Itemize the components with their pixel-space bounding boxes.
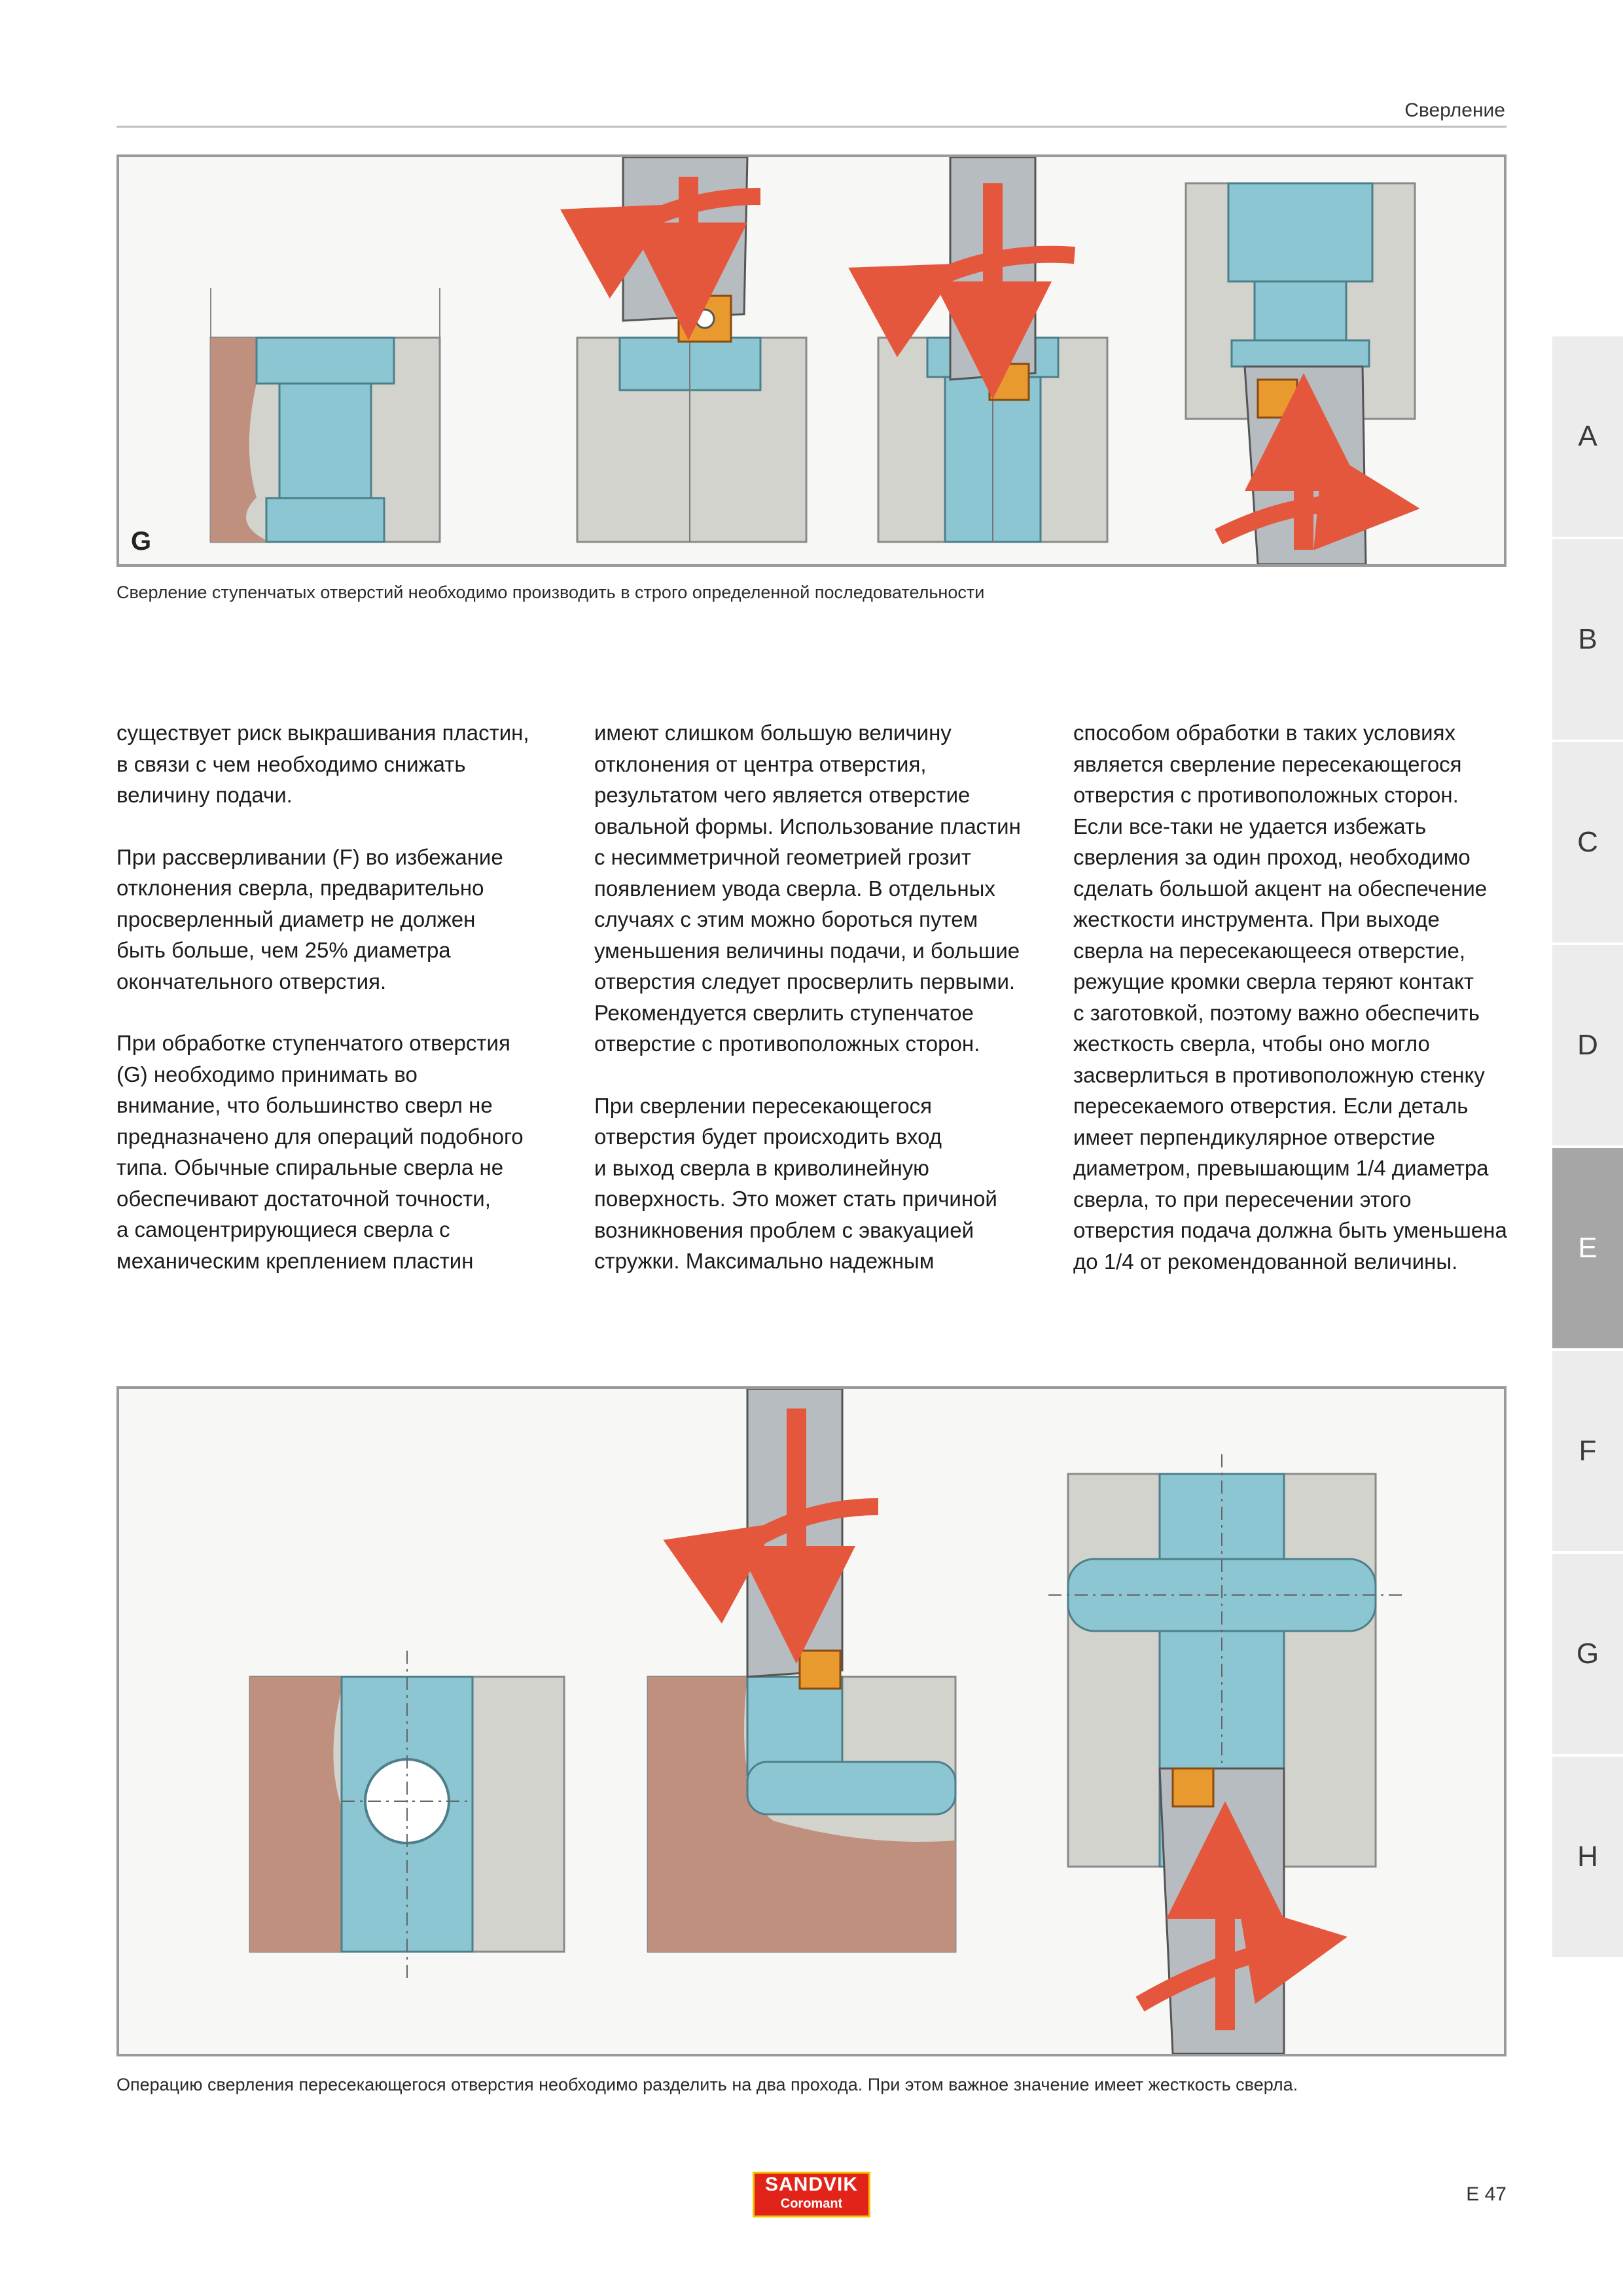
paragraph: При сверлении пересекающегося отверстия будет происходить вход и выход сверла в криволинейную поверхность. Это может стать причиной возникновения проблем с эвакуацией стружки. Максимально надежным [594, 1093, 997, 1273]
tab-e[interactable]: E [1552, 1148, 1623, 1351]
tab-b[interactable]: B [1552, 539, 1623, 742]
figure-label: G [131, 527, 152, 556]
tab-f[interactable]: F [1552, 1351, 1623, 1554]
tab-a[interactable]: A [1552, 336, 1623, 539]
logo-line-1: SANDVIK [764, 2174, 858, 2195]
drill-entering-curved-surface [648, 1389, 955, 1952]
tab-d[interactable]: D [1552, 945, 1623, 1148]
tab-c[interactable]: C [1552, 742, 1623, 945]
bottom-figure-caption: Операцию сверления пересекающегося отверстия необходимо разделить на два прохода. При этом важное значение имеет жесткость сверла. [116, 2075, 1298, 2094]
intersecting-hole-section [250, 1651, 564, 1978]
logo-line-2: Coromant [780, 2197, 843, 2211]
tab-g[interactable]: G [1552, 1554, 1623, 1757]
header-divider [116, 126, 1507, 128]
stepped-hole-section [211, 288, 440, 542]
paragraph: При рассверливании (F) во избежание отклонения сверла, предварительно просверленный диаметр не должен быть больше, чем 25% диаметра окончательного отверстия. [116, 844, 503, 994]
opposite-side-drilling [1186, 183, 1415, 564]
cross-hole-drilling [1048, 1454, 1402, 2054]
paragraph: существует риск выкрашивания пластин, в связи с чем необходимо снижать величину подачи. [116, 721, 529, 807]
paragraph: способом обработки в таких условиях является сверление пересекающегося отверстия с противоположных сторон. Если все-таки не удается избежать сверления за один проход, необходимо сделать большой акцент на обеспечение жесткости инструмента. При выходе сверла на пересекающееся отверстие, режущие кромки сверла теряют контакт с заготовкой, поэтому важно обеспечить жесткость сверла, чтобы оно могло засверлиться в противоположную стенку пересекаемого отверстия. Если деталь имеет перпендикулярное отверстие диаметром, превышающим 1/4 диаметра сверла, то при пересечении этого отверстия подача должна быть уменьшена до 1/4 от рекомендованной величины. [1073, 721, 1507, 1274]
top-figure-caption: Сверление ступенчатых отверстий необходимо производить в строго определенной последовательности [116, 583, 985, 602]
section-tabs [1552, 336, 1623, 1960]
stepped-hole-illustration [116, 154, 1507, 567]
paragraph: имеют слишком большую величину отклонения от центра отверстия, результатом чего является отверстие овальной формы. Использование пластин с несимметричной геометрией грозит появлением увода сверла. В отдельных случаях с этим можно бороться путем уменьшения величины подачи, и большие отверстия следует просверлить первыми. Рекомендуется сверлить ступенчатое отверстие с противоположных сторон. [594, 721, 1021, 1056]
first-pass-drilling [577, 157, 806, 542]
text-column-2 [594, 717, 1039, 1308]
text-column-3 [1073, 717, 1518, 1308]
paragraph: При обработке ступенчатого отверстия (G) необходимо принимать во внимание, что большинство сверл не предназначено для операций подобного типа. Обычные спиральные сверла не обеспечивают достаточной точности, а самоцентрирующиеся сверла с механическим креплением пластин [116, 1031, 524, 1273]
text-column-1 [116, 717, 562, 1307]
page-number: E 47 [1466, 2183, 1507, 2205]
second-pass-drilling [878, 157, 1107, 542]
sandvik-logo [753, 2172, 870, 2217]
section-title: Сверление [1404, 99, 1505, 121]
tab-h[interactable]: H [1552, 1757, 1623, 1960]
intersecting-hole-illustration [116, 1386, 1507, 2056]
